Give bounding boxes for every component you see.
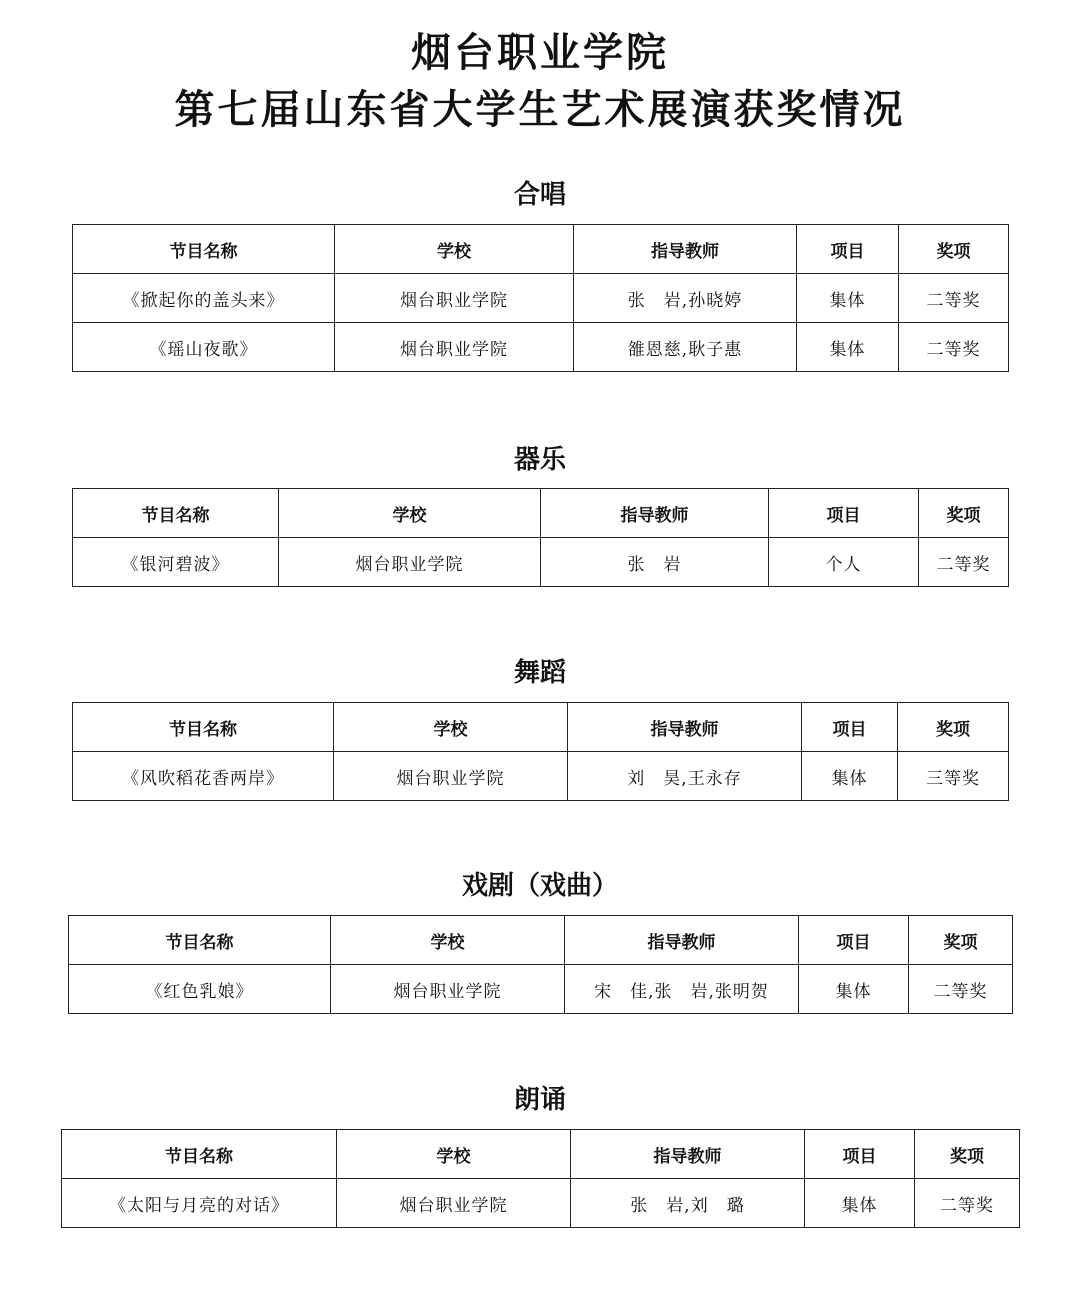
cell-school: 烟台职业学院 bbox=[337, 1179, 571, 1228]
cell-program-name: 《银河碧波》 bbox=[73, 538, 279, 587]
table-row bbox=[73, 274, 1009, 323]
cell-category: 集体 bbox=[797, 323, 899, 372]
header-school: 学校 bbox=[337, 1130, 571, 1179]
header-teacher: 指导教师 bbox=[568, 703, 802, 752]
cell-program-name: 《瑶山夜歌》 bbox=[73, 323, 335, 372]
cell-school: 烟台职业学院 bbox=[335, 274, 574, 323]
section-heading-instrumental: 器乐 bbox=[513, 445, 566, 475]
header-teacher: 指导教师 bbox=[541, 489, 769, 538]
cell-category: 集体 bbox=[805, 1179, 915, 1228]
drama-awards-table bbox=[68, 915, 1013, 1014]
cell-school: 烟台职业学院 bbox=[334, 752, 568, 801]
section-heading-recitation: 朗诵 bbox=[513, 1085, 566, 1115]
cell-category: 个人 bbox=[769, 538, 919, 587]
cell-school: 烟台职业学院 bbox=[279, 538, 541, 587]
header-school: 学校 bbox=[334, 703, 568, 752]
header-school: 学校 bbox=[331, 916, 565, 965]
instrumental-awards-table bbox=[72, 488, 1009, 587]
cell-award: 三等奖 bbox=[898, 752, 1009, 801]
header-category: 项目 bbox=[769, 489, 919, 538]
header-program-name: 节目名称 bbox=[73, 703, 334, 752]
cell-award: 二等奖 bbox=[899, 274, 1009, 323]
header-program-name: 节目名称 bbox=[69, 916, 331, 965]
header-category: 项目 bbox=[802, 703, 898, 752]
cell-award: 二等奖 bbox=[899, 323, 1009, 372]
chorus-awards-table bbox=[72, 224, 1009, 372]
cell-award: 二等奖 bbox=[919, 538, 1009, 587]
header-category: 项目 bbox=[805, 1130, 915, 1179]
cell-award: 二等奖 bbox=[915, 1179, 1020, 1228]
table-header-row bbox=[62, 1130, 1020, 1179]
cell-teacher: 张 岩 bbox=[541, 538, 769, 587]
table-header-row bbox=[73, 703, 1009, 752]
section-heading-dance: 舞蹈 bbox=[513, 658, 566, 688]
cell-category: 集体 bbox=[797, 274, 899, 323]
header-award: 奖项 bbox=[899, 225, 1009, 274]
table-header-row bbox=[73, 489, 1009, 538]
header-category: 项目 bbox=[797, 225, 899, 274]
cell-category: 集体 bbox=[799, 965, 909, 1014]
cell-program-name: 《红色乳娘》 bbox=[69, 965, 331, 1014]
dance-awards-table bbox=[72, 702, 1009, 801]
header-teacher: 指导教师 bbox=[574, 225, 797, 274]
header-program-name: 节目名称 bbox=[73, 225, 335, 274]
table-row bbox=[73, 323, 1009, 372]
cell-teacher: 张 岩,刘 璐 bbox=[571, 1179, 805, 1228]
header-program-name: 节目名称 bbox=[73, 489, 279, 538]
header-teacher: 指导教师 bbox=[571, 1130, 805, 1179]
cell-program-name: 《风吹稻花香两岸》 bbox=[73, 752, 334, 801]
table-row bbox=[62, 1179, 1020, 1228]
section-heading-drama: 戏剧（戏曲） bbox=[461, 871, 618, 901]
header-category: 项目 bbox=[799, 916, 909, 965]
header-award: 奖项 bbox=[919, 489, 1009, 538]
cell-school: 烟台职业学院 bbox=[331, 965, 565, 1014]
table-header-row bbox=[73, 225, 1009, 274]
cell-teacher: 雒恩慈,耿子惠 bbox=[574, 323, 797, 372]
table-row bbox=[73, 752, 1009, 801]
cell-program-name: 《掀起你的盖头来》 bbox=[73, 274, 335, 323]
header-program-name: 节目名称 bbox=[62, 1130, 337, 1179]
section-heading-chorus: 合唱 bbox=[513, 180, 566, 210]
cell-category: 集体 bbox=[802, 752, 898, 801]
header-teacher: 指导教师 bbox=[565, 916, 799, 965]
cell-teacher: 刘 昊,王永存 bbox=[568, 752, 802, 801]
header-award: 奖项 bbox=[915, 1130, 1020, 1179]
cell-program-name: 《太阳与月亮的对话》 bbox=[62, 1179, 337, 1228]
recitation-awards-table bbox=[61, 1129, 1020, 1228]
table-header-row bbox=[69, 916, 1013, 965]
cell-award: 二等奖 bbox=[909, 965, 1013, 1014]
cell-teacher: 张 岩,孙晓婷 bbox=[574, 274, 797, 323]
cell-school: 烟台职业学院 bbox=[335, 323, 574, 372]
table-row bbox=[73, 538, 1009, 587]
table-row bbox=[69, 965, 1013, 1014]
header-school: 学校 bbox=[279, 489, 541, 538]
header-school: 学校 bbox=[335, 225, 574, 274]
header-award: 奖项 bbox=[909, 916, 1013, 965]
cell-teacher: 宋 佳,张 岩,张明贺 bbox=[565, 965, 799, 1014]
document-title-school: 烟台职业学院 bbox=[411, 29, 669, 76]
header-award: 奖项 bbox=[898, 703, 1009, 752]
document-title-event: 第七届山东省大学生艺术展演获奖情况 bbox=[174, 86, 906, 133]
